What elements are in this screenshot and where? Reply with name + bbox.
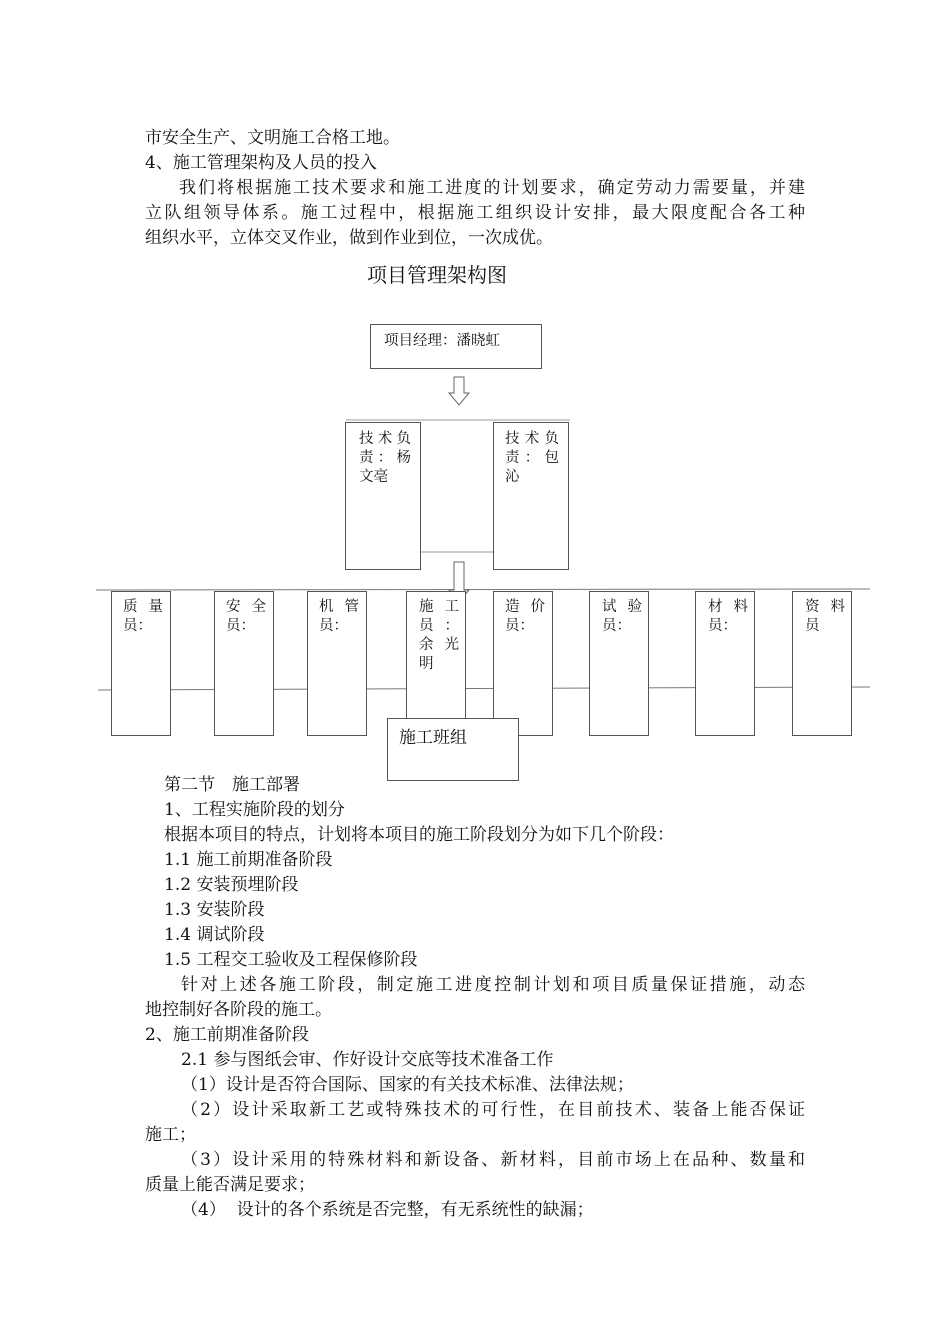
staff-label: 质量员： [123,599,163,634]
staff-label: 机管员： [319,599,359,634]
staff-label: 施工员：余光明 [419,599,459,672]
manager-box [370,324,542,369]
staff-label: 造价员： [505,599,545,634]
chart-title: 项目管理架构图 [367,263,507,287]
list-item: （1）设计是否符合国际、国家的有关技术标准、法律法规； [181,1075,634,1095]
stage-item: 1.2 安装预埋阶段 [164,875,299,895]
intro-line: 市安全生产、文明施工合格工地。 [145,128,400,148]
stage-item: 1.1 施工前期准备阶段 [164,850,333,870]
staff-label: 试验员： [602,599,642,634]
stage-item: 1.4 调试阶段 [164,925,265,945]
subheading: 2.1 参与图纸会审、作好设计交底等技术准备工作 [181,1050,554,1070]
horizontal-divider [96,589,870,590]
section-title: 第二节 施工部署 [164,775,300,795]
staff-box [111,591,171,736]
intro-paragraph-line: 立队组领导体系。施工过程中，根据施工组织设计安排，最大限度配合各工种 [145,203,805,223]
tech-lead-left-label: 技术负责：杨文亳 [359,431,411,485]
stage-item: 1.3 安装阶段 [164,900,265,920]
staff-label: 资料员 [805,599,845,634]
staff-box [493,591,553,736]
paragraph-line: 地控制好各阶段的施工。 [145,1000,332,1020]
team-label: 施工班组 [399,728,467,748]
tech-lead-box-left [345,422,421,570]
staff-box [214,591,274,736]
paragraph-line: 针对上述各施工阶段，制定施工进度控制计划和项目质量保证措施，动态 [181,975,805,995]
list-item-continuation: 施工； [145,1125,196,1145]
team-box [387,718,519,781]
section-heading-4: 4、施工管理架构及人员的投入 [145,153,377,173]
staff-label: 材料员： [708,599,748,634]
stage-item: 1.5 工程交工验收及工程保修阶段 [164,950,418,970]
down-arrow-icon [449,377,469,405]
staff-box [406,591,466,736]
staff-box [695,591,755,736]
staff-label: 安全员： [226,599,266,634]
tech-lead-box-right [493,422,569,570]
list-item: （4） 设计的各个系统是否完整，有无系统性的缺漏； [181,1200,594,1220]
list-item-continuation: 质量上能否满足要求； [145,1175,315,1195]
intro-paragraph-line: 组织水平，立体交叉作业，做到作业到位，一次成优。 [145,228,553,248]
list-item: （3）设计采用的特殊材料和新设备、新材料，目前市场上在品种、数量和 [181,1150,805,1170]
subheading: 1、工程实施阶段的划分 [164,800,345,820]
paragraph-line: 根据本项目的特点，计划将本项目的施工阶段划分为如下几个阶段： [164,825,674,845]
intro-paragraph-line: 我们将根据施工技术要求和施工进度的计划要求，确定劳动力需要量，并建 [179,178,805,198]
subheading: 2、施工前期准备阶段 [145,1025,309,1045]
list-item: （2）设计采取新工艺或特殊技术的可行性，在目前技术、装备上能否保证 [181,1100,805,1120]
tech-lead-right-label: 技术负责：包沁 [505,431,559,485]
staff-box [589,591,649,736]
manager-label: 项目经理：潘晓虹 [384,333,500,349]
staff-box [792,591,852,736]
staff-box [307,591,367,736]
